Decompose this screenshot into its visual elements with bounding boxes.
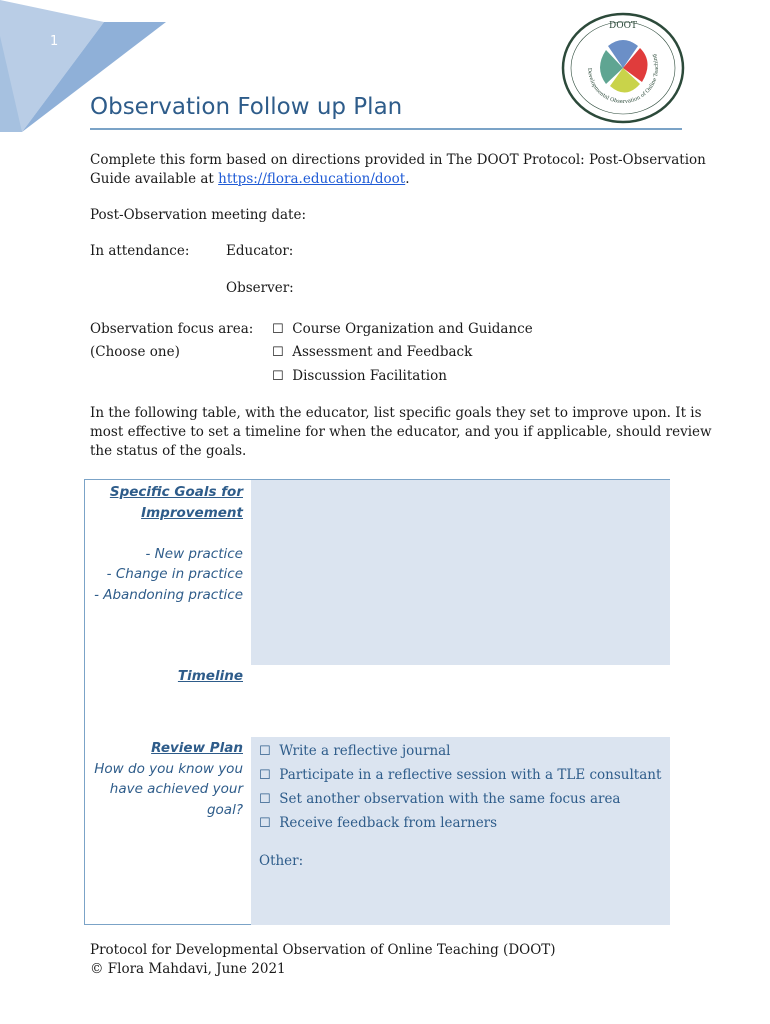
- focus-area-label: Observation focus area:: [90, 321, 254, 337]
- timeline-input-cell[interactable]: [251, 665, 670, 737]
- focus-area-sublabel: (Choose one): [90, 344, 180, 360]
- review-sub-line-3: goal?: [206, 801, 243, 818]
- checkbox-icon[interactable]: ☐: [259, 768, 271, 783]
- footer-line-2: © Flora Mahdavi, June 2021: [90, 961, 286, 977]
- doot-logo: [560, 12, 686, 124]
- goal-type-new: - New practice: [145, 545, 243, 562]
- intro-line-2-text: Guide available at: [90, 171, 219, 187]
- review-other-label: Other:: [259, 853, 304, 869]
- checkbox-icon[interactable]: ☐: [272, 369, 284, 384]
- review-sub-line-1: How do you know you: [94, 760, 243, 777]
- meeting-date-label: Post-Observation meeting date:: [90, 207, 306, 223]
- goals-input-cell[interactable]: [251, 480, 670, 665]
- review-option-label: Participate in a reflective session with a TLE consultant: [279, 767, 662, 783]
- footer: [90, 941, 556, 979]
- educator-label: Educator:: [226, 243, 294, 259]
- focus-option-course-organization[interactable]: [272, 320, 533, 339]
- checkbox-icon[interactable]: ☐: [259, 792, 271, 807]
- goals-heading-line-2: Improvement: [141, 504, 243, 521]
- goal-type-change: - Change in practice: [106, 566, 243, 582]
- observer-label: Observer:: [226, 280, 294, 296]
- logo-top-text: DOOT: [609, 21, 637, 31]
- checkbox-icon[interactable]: ☐: [259, 816, 271, 831]
- checkbox-icon[interactable]: ☐: [259, 744, 271, 759]
- review-option-another-observation[interactable]: [259, 790, 620, 809]
- logo-ring-text: Developmental Observation of Online Teaching: [585, 52, 661, 106]
- review-option-journal[interactable]: [259, 742, 451, 761]
- timeline-heading-text: Timeline: [177, 668, 243, 684]
- intro-line-2-end: .: [405, 171, 410, 187]
- checkbox-icon[interactable]: ☐: [272, 345, 284, 360]
- focus-option-label: Course Organization and Guidance: [292, 321, 533, 337]
- title-divider: [90, 128, 682, 130]
- doot-link[interactable]: https://flora.education/doot: [218, 171, 406, 187]
- goal-type-abandon: - Abandoning practice: [94, 586, 243, 603]
- review-plan-heading: [94, 738, 243, 820]
- review-option-session[interactable]: [259, 766, 661, 785]
- goals-heading: [94, 482, 243, 605]
- review-option-label: Set another observation with the same focus area: [279, 791, 621, 807]
- review-option-label: Receive feedback from learners: [279, 815, 498, 831]
- table-intro-line-3: the status of the goals.: [90, 443, 247, 459]
- goals-table: [84, 479, 670, 925]
- focus-option-discussion[interactable]: [272, 367, 447, 386]
- table-intro-line-1: In the following table, with the educator, list specific goals they set to improve upon. It is: [90, 405, 702, 421]
- intro-line-2: [90, 170, 410, 189]
- table-intro-line-2: most effective to set a timeline for when the educator, and you if applicable, should review: [90, 424, 712, 440]
- footer-line-1: Protocol for Developmental Observation of Online Teaching (DOOT): [90, 942, 556, 958]
- review-option-label: Write a reflective journal: [279, 743, 451, 759]
- focus-option-label: Assessment and Feedback: [292, 344, 473, 360]
- review-plan-heading-text: Review Plan: [151, 740, 243, 756]
- attendance-label: In attendance:: [90, 243, 190, 259]
- page-number: 1: [50, 34, 59, 49]
- goals-heading-line-1: Specific Goals for: [109, 484, 243, 500]
- focus-option-label: Discussion Facilitation: [292, 368, 447, 384]
- review-option-feedback[interactable]: [259, 814, 497, 833]
- timeline-heading: [178, 666, 243, 687]
- focus-option-assessment[interactable]: [272, 343, 472, 362]
- checkbox-icon[interactable]: ☐: [272, 322, 284, 337]
- page-title: Observation Follow up Plan: [90, 94, 403, 120]
- intro-line-1: Complete this form based on directions provided in The DOOT Protocol: Post-Observation: [90, 152, 706, 168]
- review-sub-line-2: have achieved your: [109, 781, 243, 797]
